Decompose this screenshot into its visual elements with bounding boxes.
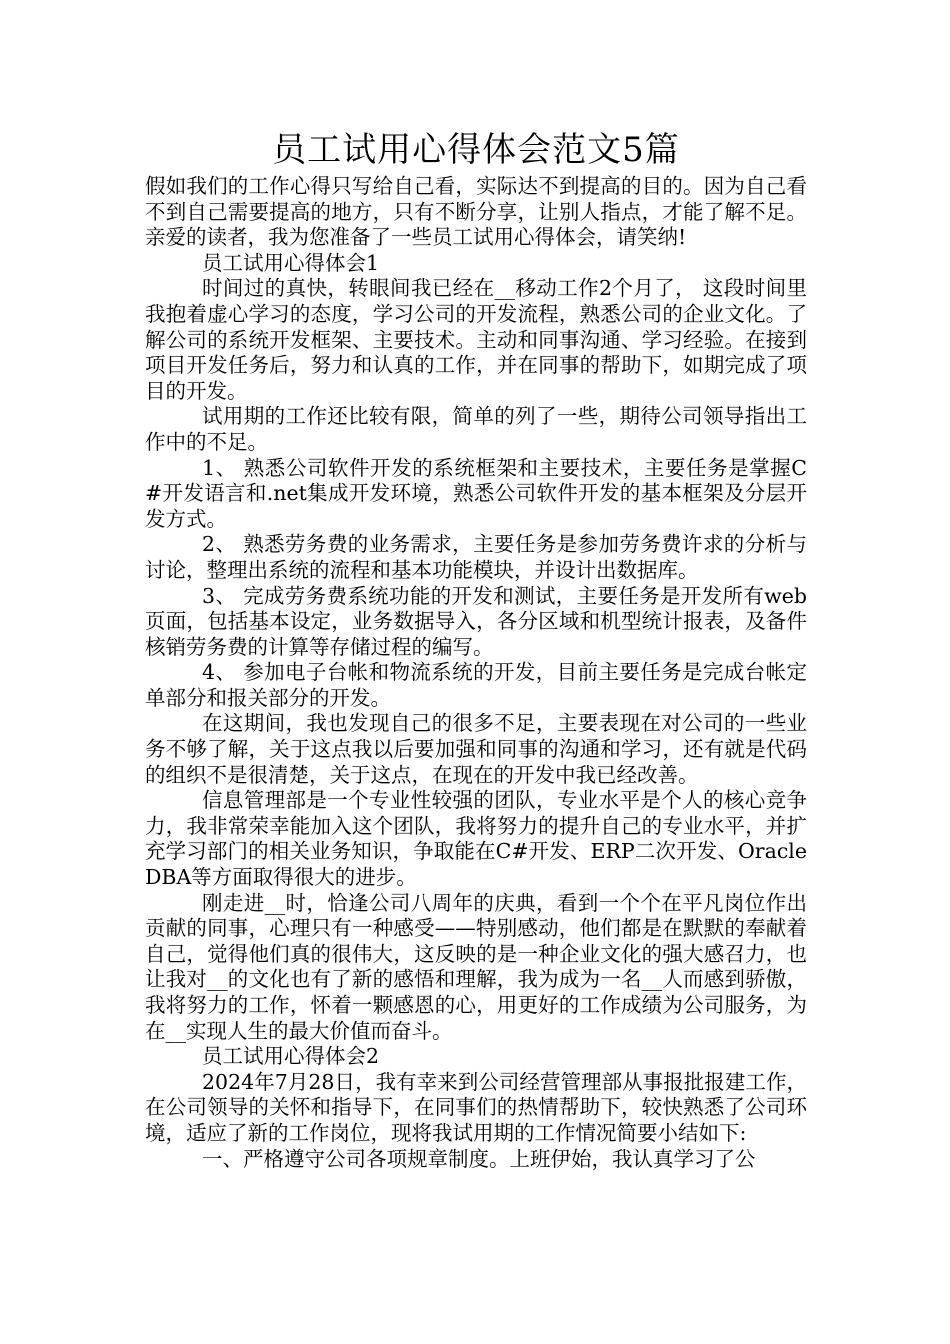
paragraph: 时间过的真快，转眼间我已经在__移动工作2个月了， 这段时间里我抱着虚心学习的态度，学习公司的开发流程，熟悉公司的企业文化。了解公司的系统开发框架、主要技术。主动和同事沟通、学习经验。在接到项目开发任务后，努力和认真的工作，并在同事的帮助下，如期完成了项目的开发。 [145,276,807,403]
paragraph: 2024年7月28日，我有幸来到公司经营管理部从事报批报建工作，在公司领导的关怀和指导下，在同事们的热情帮助下，较快熟悉了公司环境，适应了新的工作岗位，现将我试用期的工作情况简要小结如下: [145,1069,807,1145]
paragraph: 在这期间，我也发现自己的很多不足，主要表现在对公司的一些业务不够了解，关于这点我以后要加强和同事的沟通和学习，还有就是代码的组织不是很清楚，关于这点，在现在的开发中我已经改善。 [145,711,807,787]
section-heading-2: 员工试用心得体会2 [202,1044,380,1069]
document-title: 员工试用心得体会范文5篇 [272,130,680,170]
list-item-2: 2、 熟悉劳务费的业务需求，主要任务是参加劳务费许求的分析与讨论，整理出系统的流程和基本功能模块，并设计出数据库。 [145,532,807,582]
paragraph: 刚走进__时，恰逢公司八周年的庆典，看到一个个在平凡岗位作出贡献的同事，心理只有一种感受——特别感动，他们都是在默默的奉献着自己，觉得他们真的很伟大，这反映的是一种企业文化的强大感召力，也让我对__的文化也有了新的感悟和理解，我为成为一名__人而感到骄傲，我将努力的工作，怀着一颗感恩的心，用更好的工作成绩为公司服务，为在__实现人生的最大价值而奋斗。 [145,890,807,1043]
list-item-3: 3、 完成劳务费系统功能的开发和测试，主要任务是开发所有web页面，包括基本设定，业务数据导入，各分区域和机型统计报表，及备件核销劳务费的计算等存储过程的编写。 [145,583,807,659]
paragraph: 信息管理部是一个专业性较强的团队，专业水平是个人的核心竞争力，我非常荣幸能加入这个团队，我将努力的提升自己的专业水平，并扩充学习部门的相关业务知识，争取能在C#开发、ERP二次开发、Oracle DBA等方面取得很大的进步。 [145,788,807,890]
list-item-4: 4、 参加电子台帐和物流系统的开发，目前主要任务是完成台帐定单部分和报关部分的开发。 [145,660,807,710]
paragraph: 一、严格遵守公司各项规章制度。上班伊始，我认真学习了公 [202,1146,756,1171]
list-item-1: 1、 熟悉公司软件开发的系统框架和主要技术，主要任务是掌握C#开发语言和.net集成开发环境，熟悉公司软件开发的基本框架及分层开发方式。 [145,455,807,531]
document-page [145,128,807,1172]
paragraph: 试用期的工作还比较有限，简单的列了一些，期待公司领导指出工作中的不足。 [145,404,807,454]
section-heading-1: 员工试用心得体会1 [202,250,380,275]
document-body [145,174,807,1172]
paragraph-intro: 假如我们的工作心得只写给自己看，实际达不到提高的目的。因为自己看不到自己需要提高的地方，只有不断分享，让别人指点，才能了解不足。亲爱的读者，我为您准备了一些员工试用心得体会，请笑纳! [145,174,807,250]
